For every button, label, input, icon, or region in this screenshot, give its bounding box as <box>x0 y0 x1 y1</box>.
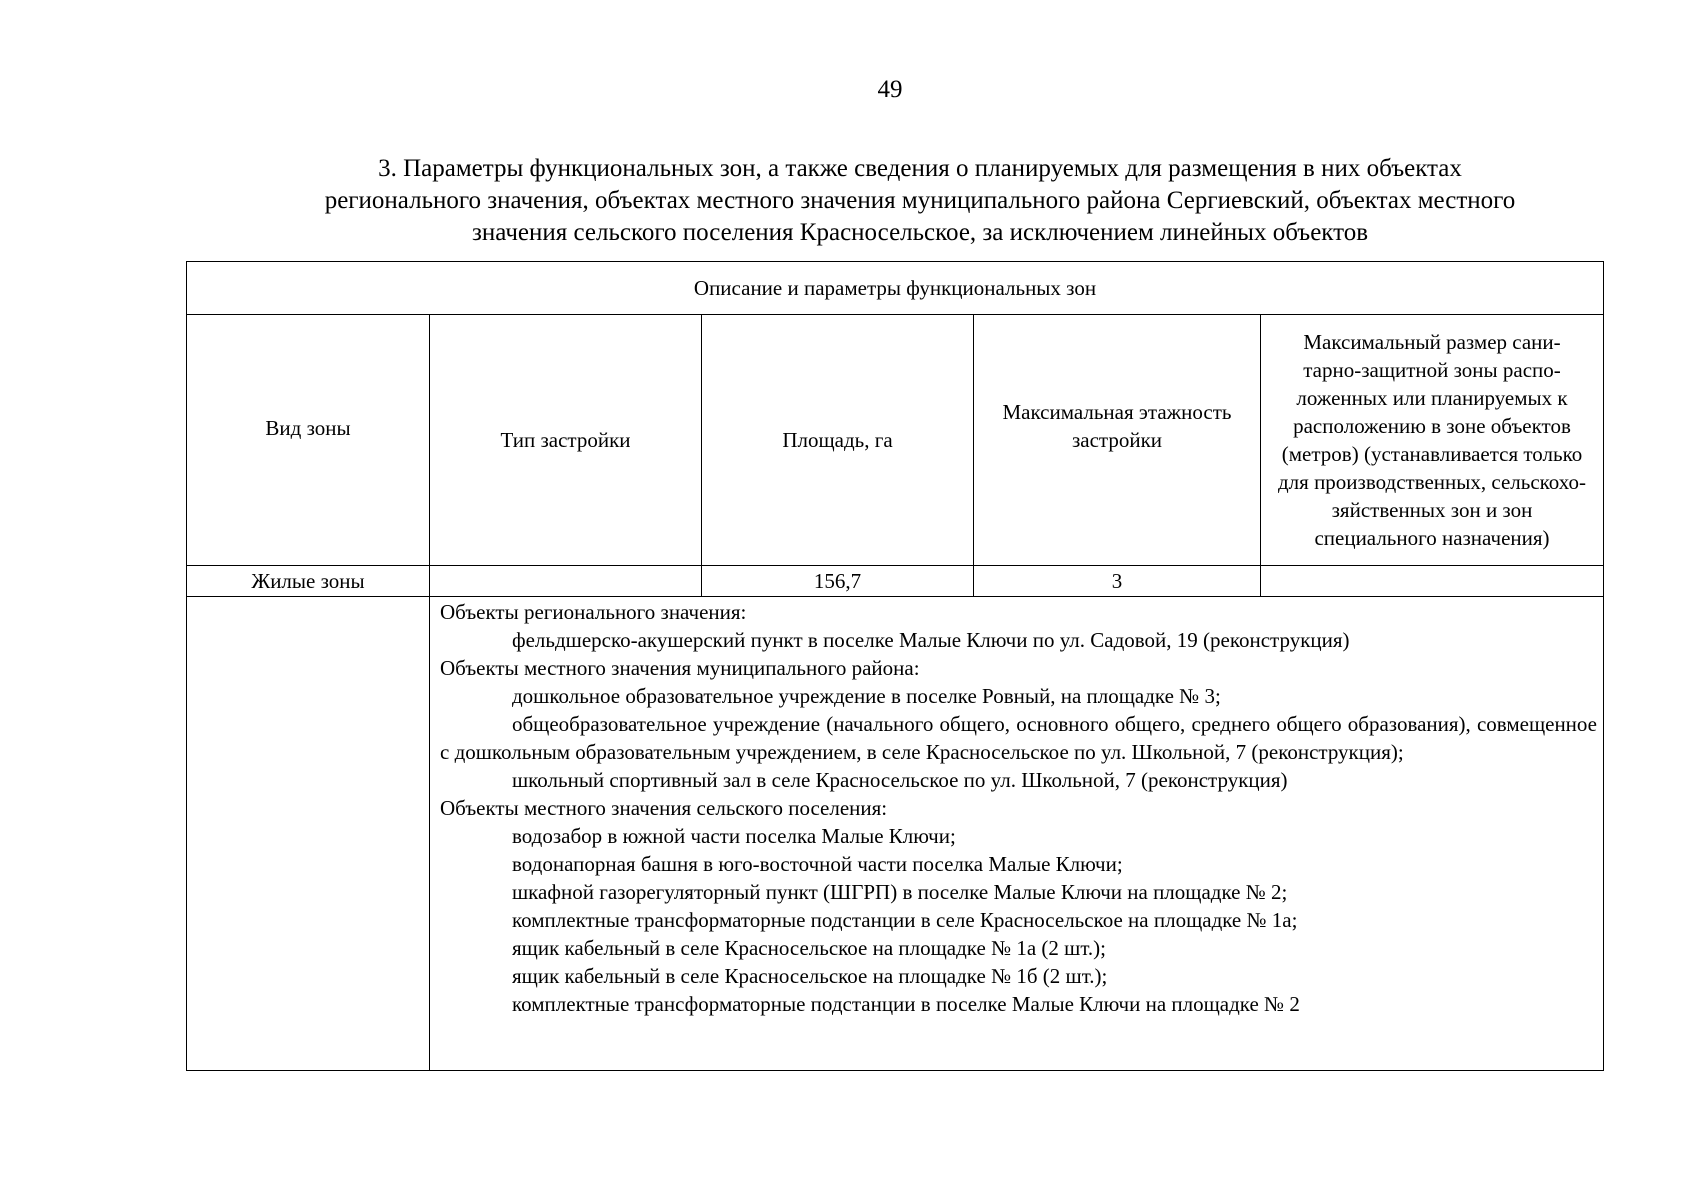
header-max-floors: Максимальная этажность застройки <box>1002 400 1232 452</box>
list-item: водозабор в южной части поселка Малые Ключи; <box>512 824 956 848</box>
list-item: комплектные трансформаторные подстанции в поселке Малые Ключи на площадке № 2 <box>512 992 1300 1016</box>
header-zone-type: Вид зоны <box>265 416 351 440</box>
header-area: Площадь, га <box>782 428 893 452</box>
list-item: водонапорная башня в юго-восточной части поселка Малые Ключи; <box>512 852 1123 876</box>
heading-line: регионального значения, объектах местного значения муниципального района Сергиевский, объектах местного <box>324 187 1516 214</box>
heading-line: значения сельского поселения Красносельское, за исключением линейных объектов <box>471 219 1369 246</box>
row-area: 156,7 <box>813 569 862 593</box>
list-item: фельдшерско-акушерский пункт в поселке Малые Ключи по ул. Садовой, 19 (реконструкция) <box>512 628 1350 652</box>
list-item: комплектные трансформаторные подстанции в селе Красносельское на площадке № 1а; <box>512 908 1298 932</box>
list-item: ящик кабельный в селе Красносельское на площадке № 1б (2 шт.); <box>512 964 1108 988</box>
table-caption: Описание и параметры функциональных зон <box>693 276 1097 300</box>
row-max-floors: 3 <box>1111 569 1123 593</box>
regional-objects-title: Объекты регионального значения: <box>440 600 747 624</box>
settlement-objects-title: Объекты местного значения сельского поселения: <box>440 796 888 820</box>
list-item: шкафной газорегуляторный пункт (ШГРП) в поселке Малые Ключи на площадке № 2; <box>512 880 1288 904</box>
municipal-objects-title: Объекты местного значения муниципального района: <box>440 656 920 680</box>
heading-line: 3. Параметры функциональных зон, а также сведения о планируемых для размещения в них объектах <box>378 155 1462 182</box>
header-sanitary-zone: Максимальный размер сани-тарно-защитной зоны распо-ложенных или планируемых к расположению в зоне объектов (метров) (устанавливается только для производственных, сельскохо-зяйственных зон и зон специального назначения) <box>1278 330 1586 550</box>
list-item: дошкольное образовательное учреждение в поселке Ровный, на площадке № 3; <box>512 684 1221 708</box>
section-heading <box>215 153 1625 249</box>
planned-objects-list <box>440 598 1597 1018</box>
header-building-type: Тип застройки <box>500 428 631 452</box>
list-item: ящик кабельный в селе Красносельское на площадке № 1а (2 шт.); <box>512 936 1107 960</box>
list-item: школьный спортивный зал в селе Красносельское по ул. Школьной, 7 (реконструкция) <box>512 768 1288 792</box>
row-zone-type: Жилые зоны <box>251 569 365 593</box>
list-item: общеобразовательное учреждение (начального общего, основного общего, среднего общего образования), совмещенное с дошкольным образовательным учреждением, в селе Красносельское по ул. Школьной, 7 (реконструкция); <box>440 712 1597 764</box>
page-number: 49 <box>877 76 903 103</box>
row-sanitary-zone <box>1261 566 1603 596</box>
table-rule <box>187 596 1603 597</box>
row-building-type <box>430 566 701 596</box>
